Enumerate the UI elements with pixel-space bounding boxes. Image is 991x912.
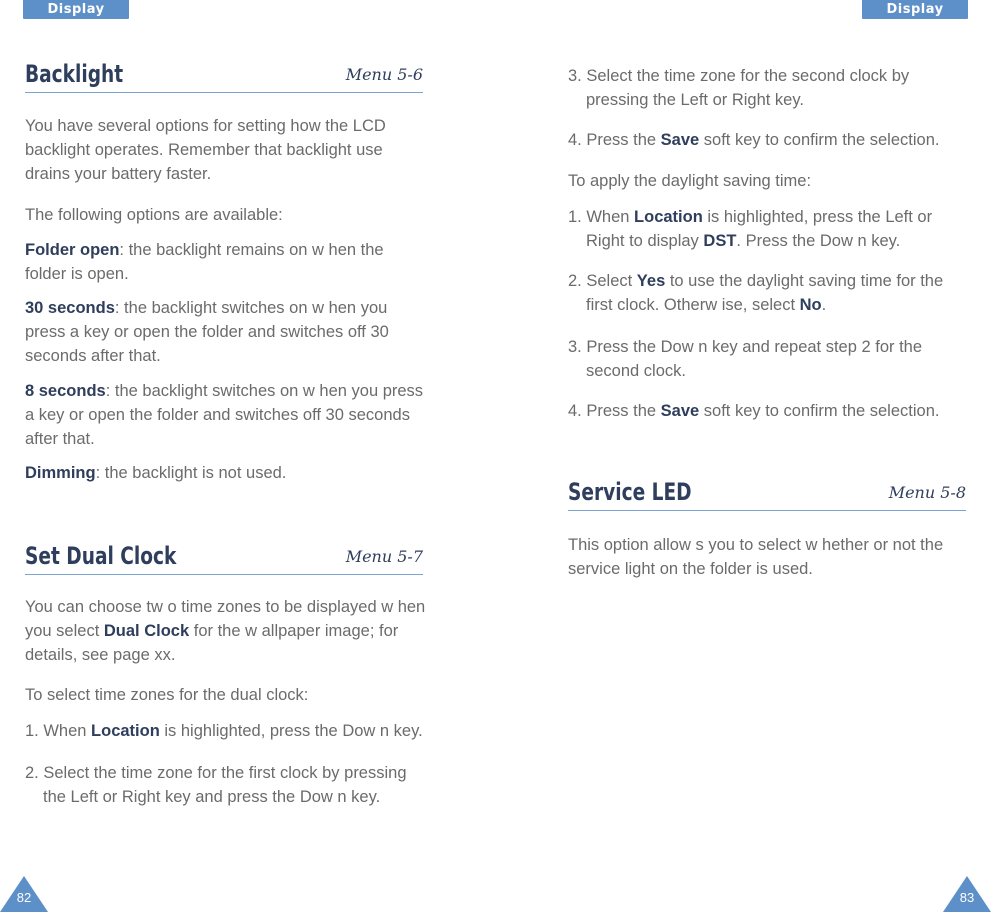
text-span: Right to display <box>586 232 704 250</box>
right-page <box>568 0 966 912</box>
text-line: drains your battery faster. <box>25 165 212 183</box>
bold-term: Yes <box>636 272 666 290</box>
text-line: You have several options for setting how the LCD <box>25 117 386 135</box>
text-line: press a key or open the folder and switches off 30 <box>25 323 389 341</box>
text-span: to use the daylight saving time for the <box>665 272 944 290</box>
option-dimming <box>25 461 423 485</box>
text-line: backlight operates. Remember that backlight use <box>25 141 383 159</box>
page-number-badge-right <box>943 876 991 912</box>
option-8-seconds <box>25 379 423 451</box>
bold-term: Save <box>660 131 700 149</box>
text-span: 4. Press the <box>568 131 661 149</box>
header-tab-display-right: Display <box>862 0 968 19</box>
text-line: folder is open. <box>25 265 129 283</box>
dual-clock-select-intro: To select time zones for the dual clock: <box>25 686 309 704</box>
text-span: soft key to confirm the selection. <box>699 402 940 420</box>
dst-intro: To apply the daylight saving time: <box>568 172 812 190</box>
text-span: 2. Select <box>568 272 637 290</box>
dual-clock-step-1 <box>25 719 423 743</box>
text-line: You can choose tw o time zones to be displayed w hen <box>25 598 426 616</box>
text-span: is highlighted, press the Left or <box>702 208 933 226</box>
text-span: 1. When <box>25 722 92 740</box>
text-span: 1. When <box>568 208 635 226</box>
text-span: . Press the Dow n key. <box>736 232 901 250</box>
dual-clock-intro <box>25 595 426 667</box>
menu-ref-backlight: Menu 5-6 <box>345 65 423 84</box>
text-span: first clock. Otherw ise, select <box>586 296 800 314</box>
text-span: you select <box>25 622 104 640</box>
dst-step-2 <box>568 269 966 317</box>
option-label: 8 seconds <box>25 382 106 400</box>
option-text: : the backlight switches on w hen you <box>114 299 388 317</box>
text-span: soft key to confirm the selection. <box>699 131 940 149</box>
text-line: 2. Select the time zone for the first clock by pressing <box>25 764 407 782</box>
page-number-badge-left <box>0 876 48 912</box>
option-label: 30 seconds <box>25 299 115 317</box>
section-title-backlight: Backlight <box>25 60 124 88</box>
dual-clock-step-4 <box>568 128 966 152</box>
option-text: : the backlight is not used. <box>95 464 287 482</box>
page-number: 82 <box>16 890 32 905</box>
option-text: : the backlight remains on w hen the <box>119 241 384 259</box>
service-led-header <box>568 476 966 511</box>
text-line: second clock. <box>586 362 686 380</box>
text-line: 3. Press the Dow n key and repeat step 2 for the <box>568 338 923 356</box>
text-line: pressing the Left or Right key. <box>586 91 804 109</box>
option-folder-open <box>25 238 423 286</box>
text-line: the Left or Right key and press the Dow n key. <box>43 788 381 806</box>
text-line: details, see page xx. <box>25 646 176 664</box>
backlight-header <box>25 58 423 93</box>
text-line: seconds after that. <box>25 347 161 365</box>
service-led-description <box>568 533 966 581</box>
bold-term: Dual Clock <box>103 622 190 640</box>
dst-step-4 <box>568 399 966 423</box>
bold-term: Save <box>660 402 700 420</box>
text-span: . <box>821 296 827 314</box>
section-title-service-led: Service LED <box>568 478 692 506</box>
page-number: 83 <box>959 890 975 905</box>
text-line: 3. Select the time zone for the second clock by <box>568 67 910 85</box>
bold-term: No <box>799 296 822 314</box>
menu-ref-service-led: Menu 5-8 <box>888 483 966 502</box>
text-span: for the w allpaper image; for <box>189 622 399 640</box>
dual-clock-header <box>25 540 423 575</box>
option-label: Dimming <box>25 464 96 482</box>
option-30-seconds <box>25 296 423 368</box>
option-label: Folder open <box>25 241 120 259</box>
section-title-dual-clock: Set Dual Clock <box>25 542 177 570</box>
left-page <box>25 0 426 912</box>
dual-clock-step-2 <box>25 761 423 809</box>
bold-term: Location <box>91 722 160 740</box>
option-text: : the backlight switches on w hen you press <box>105 382 424 400</box>
bold-term: DST <box>703 232 737 250</box>
text-line: after that. <box>25 430 95 448</box>
text-line: a key or open the folder and switches off 30 seconds <box>25 406 410 424</box>
dst-step-1 <box>568 205 966 253</box>
menu-ref-dual-clock: Menu 5-7 <box>345 547 423 566</box>
text-span: 4. Press the <box>568 402 661 420</box>
text-line: service light on the folder is used. <box>568 560 813 578</box>
header-tab-display-left: Display <box>23 0 129 19</box>
text-line: This option allow s you to select w hether or not the <box>568 536 944 554</box>
options-intro: The following options are available: <box>25 206 283 224</box>
bold-term: Location <box>634 208 703 226</box>
dst-step-3 <box>568 335 966 383</box>
backlight-intro <box>25 114 423 186</box>
text-span: is highlighted, press the Dow n key. <box>159 722 423 740</box>
dual-clock-step-3 <box>568 64 966 112</box>
